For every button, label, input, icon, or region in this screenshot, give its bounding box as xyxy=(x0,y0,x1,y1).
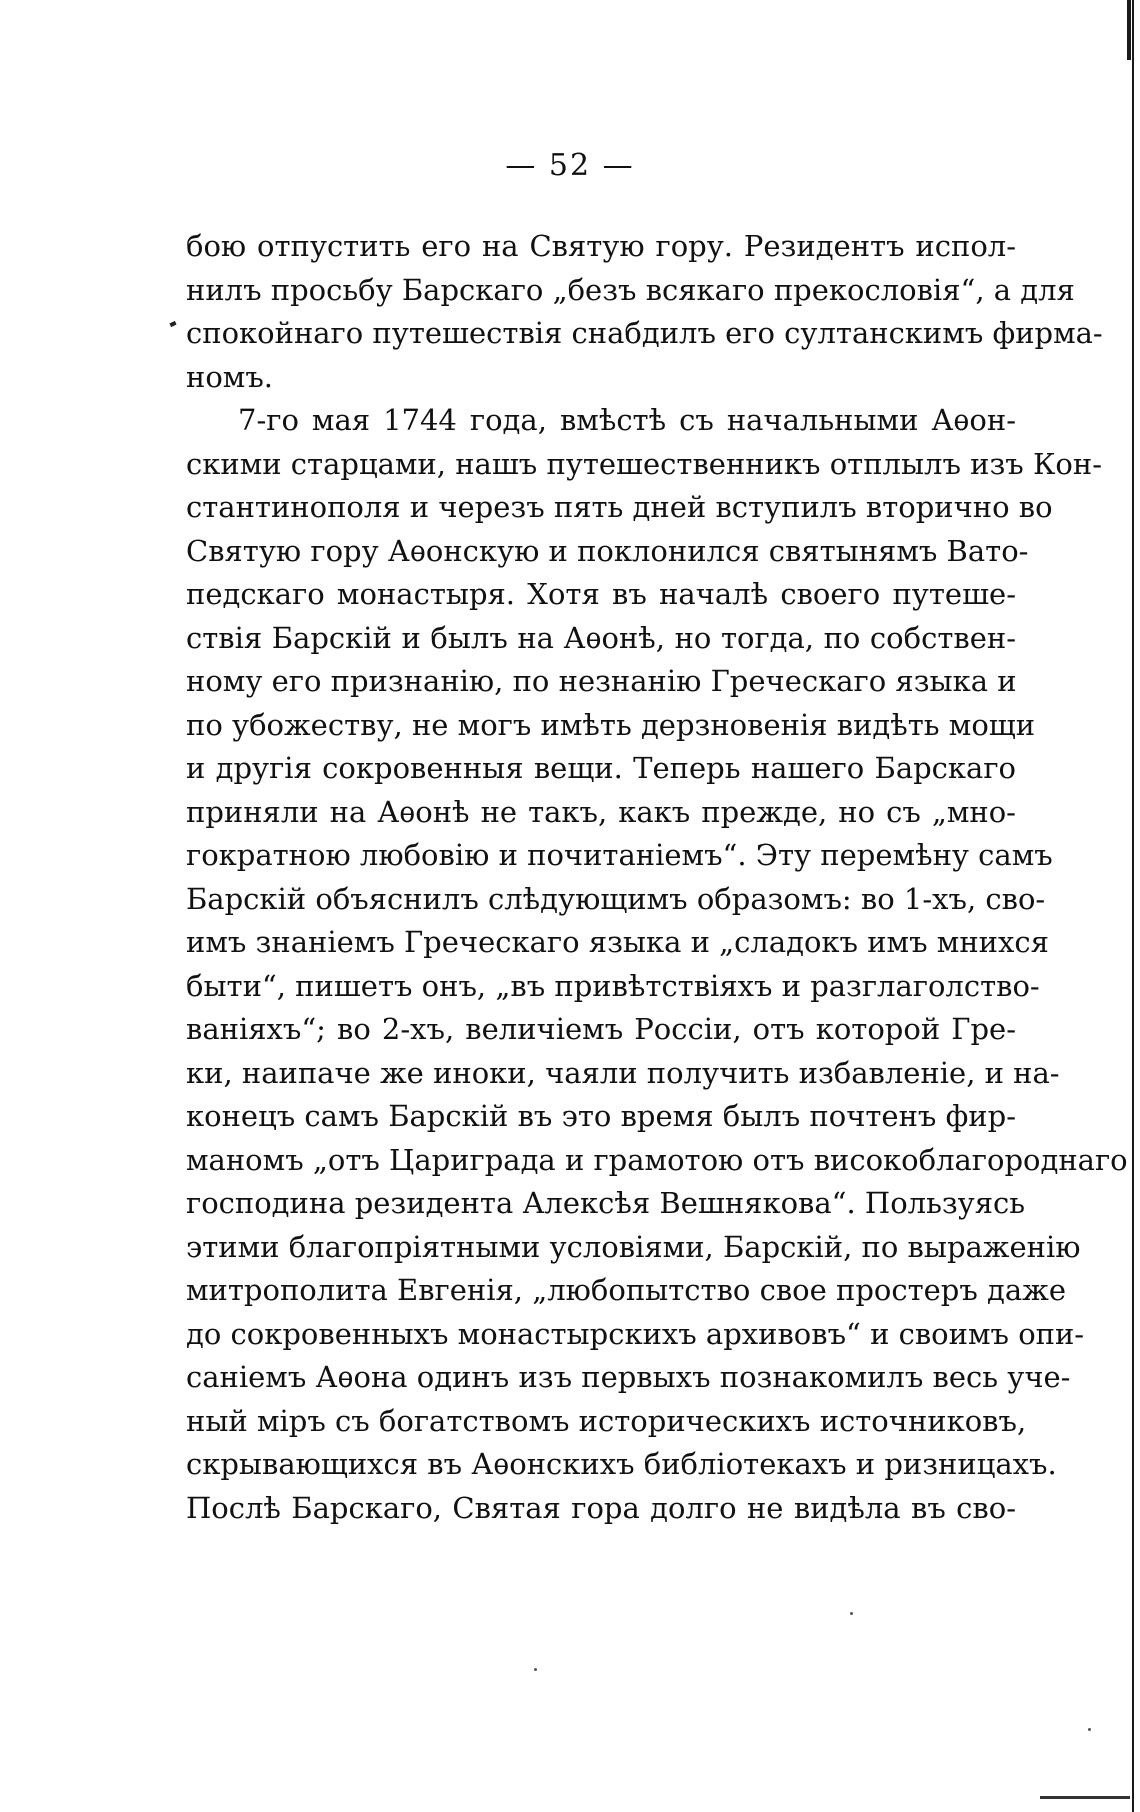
text-line: гократною любовію и почитаніемъ“. Эту перемѣну самъ xyxy=(186,838,1053,872)
paragraph-first-line: 7-го мая 1744 года, вмѣстѣ съ начальными Аѳон- xyxy=(238,403,1016,437)
scan-speck xyxy=(534,1668,537,1671)
text-line: стантинополя и черезъ пять дней вступилъ вторично во xyxy=(186,490,1053,524)
text-line: саніемъ Аѳона одинъ изъ первыхъ познакомилъ весь уче- xyxy=(186,1360,1071,1394)
text-line: Послѣ Барскаго, Святая гора долго не видѣла въ сво- xyxy=(186,1490,1016,1525)
text-line: по убожеству, не могъ имѣть дерзновенія видѣть мощи xyxy=(186,707,1036,742)
text-line: приняли на Аѳонѣ не такъ, какъ прежде, но съ „мно- xyxy=(186,794,1016,829)
text-line: скрывающихся въ Аѳонскихъ библіотекахъ и ризницахъ. xyxy=(186,1447,1057,1481)
text-line: ки, наипаче же иноки, чаяли получить избавленіе, и на- xyxy=(186,1055,1060,1090)
text-line: педскаго монастыря. Хотя въ началѣ своего путеше- xyxy=(186,577,1016,611)
text-line: ному его признанію, по незнанію Греческаго языка и xyxy=(186,664,1017,698)
text-line: бою отпустить его на Святую гору. Резидентъ испол- xyxy=(186,229,1016,263)
scan-speck xyxy=(850,1612,853,1615)
body-text xyxy=(186,225,1128,1530)
text-line: маномъ „отъ Цариграда и грамотою отъ високоблагороднаго xyxy=(186,1142,1128,1177)
text-line: конецъ самъ Барскій въ это время былъ почтенъ фир- xyxy=(186,1099,1016,1133)
page-edge-mark xyxy=(1127,0,1131,60)
text-line: до сокровенныхъ монастырскихъ архивовъ“ и своимъ опи- xyxy=(186,1316,1085,1351)
text-line: Барскій объяснилъ слѣдующимъ образомъ: во 1-хъ, сво- xyxy=(186,881,1046,916)
text-line: быти“, пишетъ онъ, „въ привѣтствіяхъ и разглаголство- xyxy=(186,968,1040,1003)
margin-mark xyxy=(169,321,176,327)
text-line: ный міръ съ богатствомъ историческихъ источниковъ, xyxy=(186,1403,1027,1438)
text-line: господина резидента Алексѣя Вешнякова“. Пользуясь xyxy=(186,1186,1026,1220)
text-line: митрополита Евгенія, „любопытство свое простеръ даже xyxy=(186,1273,1067,1307)
scan-speck xyxy=(1088,1728,1091,1731)
text-line: имъ знаніемъ Греческаго языка и „сладокъ имъ мнихся xyxy=(186,925,1049,959)
text-line: спокойнаго путешествія снабдилъ его султанскимъ фирма- xyxy=(186,316,1103,350)
text-line: нилъ просьбу Барскаго „безъ всякаго прекословія“, а для xyxy=(186,272,1075,307)
text-line: ствія Барскій и былъ на Аѳонѣ, но тогда, по собствен- xyxy=(186,620,1016,655)
text-line: ваніяхъ“; во 2-хъ, величіемъ Россіи, отъ которой Гре- xyxy=(186,1012,1016,1046)
text-line: и другія сокровенныя вещи. Теперь нашего Барскаго xyxy=(186,751,1016,785)
text-line: Святую гору Аѳонскую и поклонился святынямъ Вато- xyxy=(186,533,1029,568)
text-line: этими благопріятными условіями, Барскій, по выраженію xyxy=(186,1229,1081,1264)
page-edge-line xyxy=(1132,0,1134,1812)
text-line: скими старцами, нашъ путешественникъ отплылъ изъ Кон- xyxy=(186,446,1102,481)
text-line: номъ. xyxy=(186,359,274,394)
scan-artifact xyxy=(1040,1796,1130,1799)
page-number: — 52 — xyxy=(505,148,635,183)
